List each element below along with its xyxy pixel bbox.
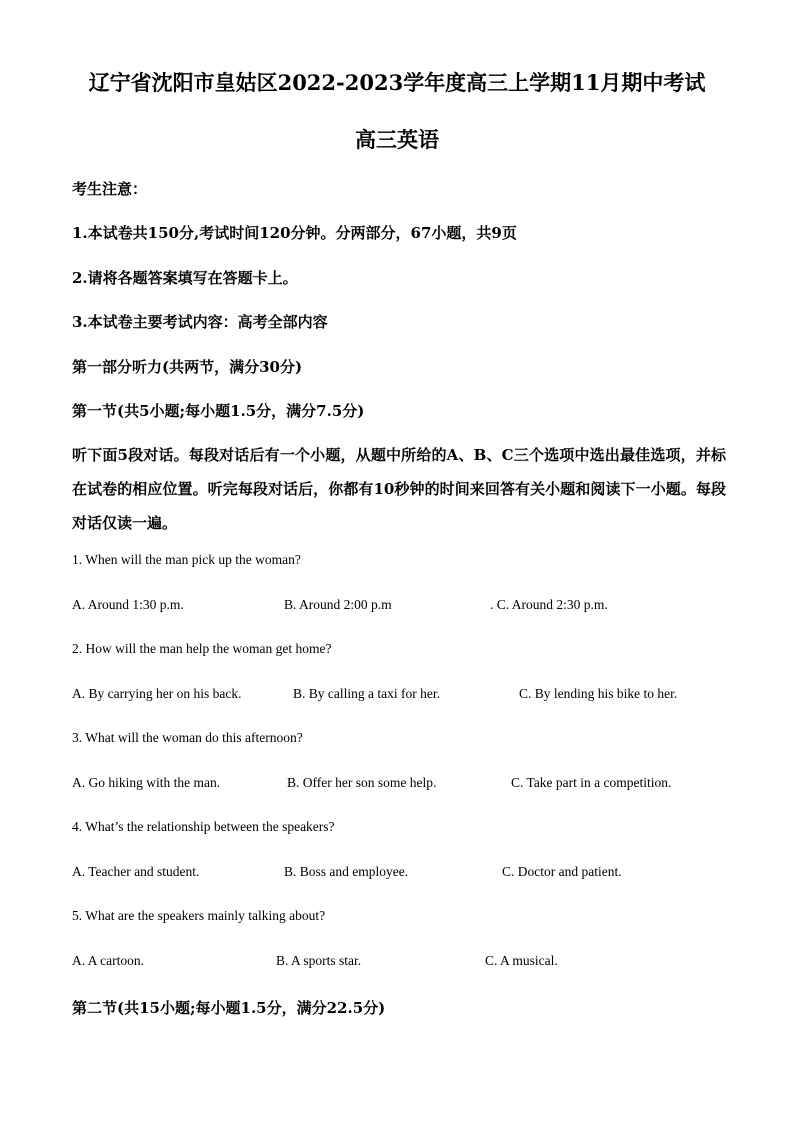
question-3-option-c: C. Take part in a competition.: [511, 775, 672, 790]
notice-item-2: 2.请将各题答案填写在答题卡上。: [72, 269, 298, 287]
question-5-option-c: C. A musical.: [485, 953, 558, 968]
question-1: 1. When will the man pick up the woman?: [72, 552, 301, 567]
part1-heading: 第一部分听力(共两节，满分30分): [72, 358, 303, 376]
question-2-option-a: A. By carrying her on his back.: [72, 686, 242, 701]
question-3: 3. What will the woman do this afternoon?: [72, 730, 303, 745]
question-4-option-a: A. Teacher and student.: [72, 864, 200, 879]
question-1-option-a: A. Around 1:30 p.m.: [72, 597, 184, 612]
question-5: 5. What are the speakers mainly talking about?: [72, 908, 326, 923]
notice-heading: 考生注意：: [72, 180, 148, 198]
question-4: 4. What’s the relationship between the speakers?: [72, 819, 335, 834]
question-2-option-b: B. By calling a taxi for her.: [293, 686, 440, 701]
question-5-option-b: B. A sports star.: [276, 953, 362, 968]
question-1-option-c: . C. Around 2:30 p.m.: [490, 597, 608, 612]
question-4-option-b: B. Boss and employee.: [284, 864, 409, 879]
question-3-option-a: A. Go hiking with the man.: [72, 775, 221, 790]
notice-item-3: 3.本试卷主要考试内容：高考全部内容: [72, 313, 328, 331]
question-2-option-c: C. By lending his bike to her.: [519, 686, 678, 701]
section1-instructions: 听下面5段对话。每段对话后有一个小题，从题中所给的A、B、C三个选项中选出最佳选项，并标在试卷的相应位置。听完每段对话后，你都有10秒钟的时间来回答有关小题和阅读下一小题。每段对话仅读一遍。: [72, 446, 726, 532]
section1-heading: 第一节(共5小题;每小题1.5分，满分7.5分): [72, 402, 365, 420]
notice-item-1: 1.本试卷共150分,考试时间120分钟。分两部分，67小题，共9页: [72, 224, 517, 242]
question-5-option-a: A. A cartoon.: [72, 953, 144, 968]
exam-subtitle: 高三英语: [355, 127, 439, 152]
question-2: 2. How will the man help the woman get home?: [72, 641, 332, 656]
section2-heading: 第二节(共15小题;每小题1.5分，满分22.5分): [72, 999, 386, 1017]
question-1-option-b: B. Around 2:00 p.m: [284, 597, 392, 612]
question-3-option-b: B. Offer her son some help.: [287, 775, 437, 790]
question-4-option-c: C. Doctor and patient.: [502, 864, 622, 879]
exam-title: 辽宁省沈阳市皇姑区2022-2023学年度高三上学期11月期中考试: [88, 70, 706, 95]
